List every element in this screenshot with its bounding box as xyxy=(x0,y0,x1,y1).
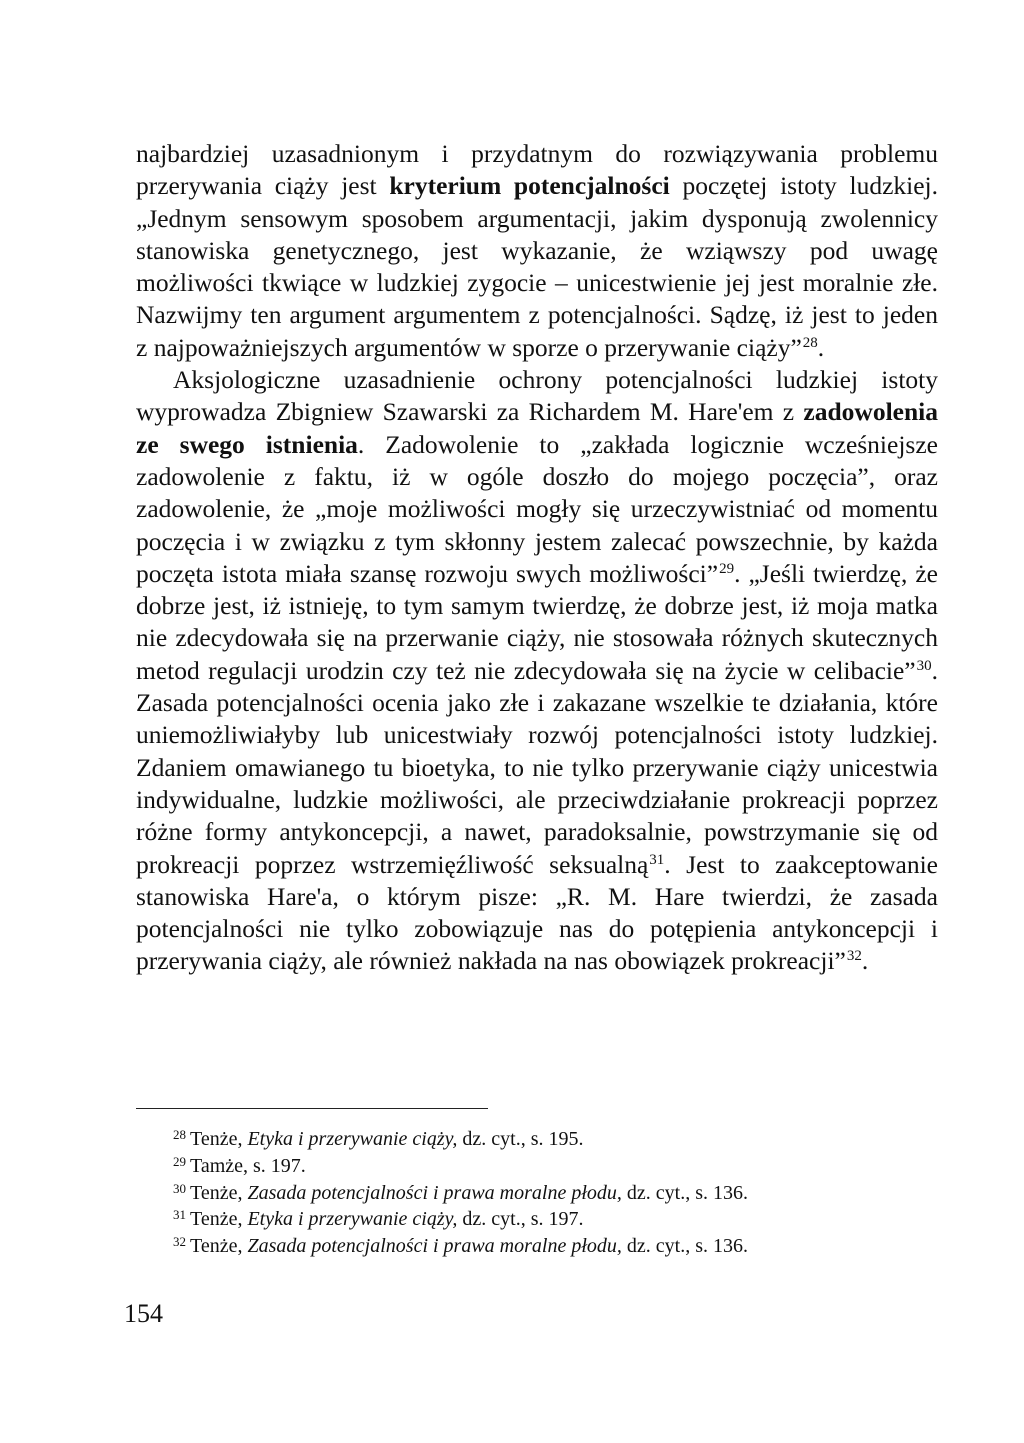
paragraph-text: Aksjologiczne uzasadnienie ochrony potencjalności ludzkiej istoty wyprowadza Zbigniew Szawarski za Richardem M. Hare'em z xyxy=(136,365,938,427)
footnote-ref: 28 xyxy=(802,334,818,351)
footnote-text: dz. cyt., s. 136. xyxy=(621,1235,748,1258)
footnotes xyxy=(173,1126,933,1260)
footnote-title: Zasada potencjalności i prawa moralne płodu, xyxy=(247,1181,622,1204)
paragraph-text: . Zasada potencjalności ocenia jako złe i zakazane wszelkie te działania, które uniemożliwiałyby lub unicestwiały rozwój potencjalności istoty ludzkiej. Zdaniem omawianego tu bioetyka, to nie tylko przerywanie ciąży unicestwia indywidualne, ludzkie możliwości, ale przeciwdziałanie prokreacji poprzez różne formy antykoncepcji, a nawet, paradoksalnie, powstrzymanie się od prokreacji poprzez wstrzemięźliwość seksualną xyxy=(136,655,938,879)
bold-term: zadowolenia ze swego istnienia xyxy=(136,397,938,459)
paragraph-text: . xyxy=(817,332,825,362)
footnote-number: 30 xyxy=(173,1180,186,1196)
paragraph-text: najbardziej uzasadnionym i przydatnym do rozwiązywania problemu przerywania ciąży jest xyxy=(136,139,938,201)
footnote-text: Tenże, xyxy=(190,1128,248,1150)
footnote xyxy=(173,1180,933,1207)
footnote-text: dz. cyt., s. 136. xyxy=(621,1181,748,1204)
footnote-number: 29 xyxy=(173,1153,186,1169)
main-text xyxy=(136,138,938,978)
footnote-ref: 32 xyxy=(846,948,862,965)
footnote xyxy=(173,1233,933,1260)
footnote-text: dz. cyt., s. 197. xyxy=(457,1208,584,1231)
footnote-text: Tenże, xyxy=(190,1235,248,1258)
footnote-text: Tamże, s. 197. xyxy=(190,1154,306,1177)
paragraph-1 xyxy=(136,138,938,364)
footnote xyxy=(173,1206,933,1233)
footnote-number: 28 xyxy=(173,1127,186,1142)
footnote-number: 32 xyxy=(173,1234,186,1250)
footnote xyxy=(173,1126,933,1153)
paragraph-text: poczętej istoty ludzkiej. „Jednym sensowym sposobem argumentacji, jakim dysponują zwolennicy stanowiska genetycznego, jest wykazanie, że wziąwszy pod uwagę możliwości tkwiące w ludzkiej zygocie – unicestwienie jej jest moralnie złe. Nazwijmy ten argument argumentem z potencjalności. Sądzę, iż jest to jeden z najpoważniejszych argumentów w sporze o przerywanie ciąży” xyxy=(136,171,938,362)
paragraph-2 xyxy=(136,364,938,978)
footnote-title: Zasada potencjalności i prawa moralne płodu, xyxy=(247,1235,622,1258)
footnote-separator xyxy=(136,1108,488,1109)
footnote xyxy=(173,1153,933,1180)
paragraph-text: . „Jeśli twierdzę, że dobrze jest, iż istnieję, to tym samym twierdzę, że dobrze jest, iż moja matka nie zdecydowała się na przerwanie ciąży, nie stosowała różnych skutecznych metod regulacji urodzin czy też nie zdecydowała się na życie w celibacie” xyxy=(136,558,938,685)
footnote-title: Etyka i przerywanie ciąży, xyxy=(247,1208,458,1231)
footnote-number: 31 xyxy=(173,1207,186,1223)
paragraph-text: . Jest to zaakceptowanie stanowiska Hare'a, o którym pisze: „R. M. Hare twierdzi, że zasada potencjalności nie tylko zobowiązuje nas do potępienia antykoncepcji i przerywania ciąży, ale również nakłada na nas obowiązek prokreacji” xyxy=(136,849,938,976)
paragraph-text: . Zadowolenie to „zakłada logicznie wcześniejsze zadowolenie z faktu, iż w ogóle doszło do mojego poczęcia”, oraz zadowolenie, że „moje możliwości mogły się urzeczywistniać od momentu poczęcia i w związku z tym skłonny jestem zalecać powszechnie, by każda poczęta istota miała szansę rozwoju swych możliwości” xyxy=(136,429,938,588)
footnote-ref: 30 xyxy=(916,657,932,674)
footnote-text: Tenże, xyxy=(190,1208,248,1231)
footnote-ref: 31 xyxy=(649,851,665,868)
bold-term: kryterium potencjalności xyxy=(389,171,670,201)
footnote-text: Tenże, xyxy=(190,1181,248,1204)
footnote-title: Etyka i przerywanie ciąży, xyxy=(247,1128,458,1150)
footnote-text: dz. cyt., s. 195. xyxy=(457,1128,584,1150)
footnote-ref: 29 xyxy=(719,560,735,577)
page-number: 154 xyxy=(124,1299,163,1328)
paragraph-text: . xyxy=(861,946,869,976)
